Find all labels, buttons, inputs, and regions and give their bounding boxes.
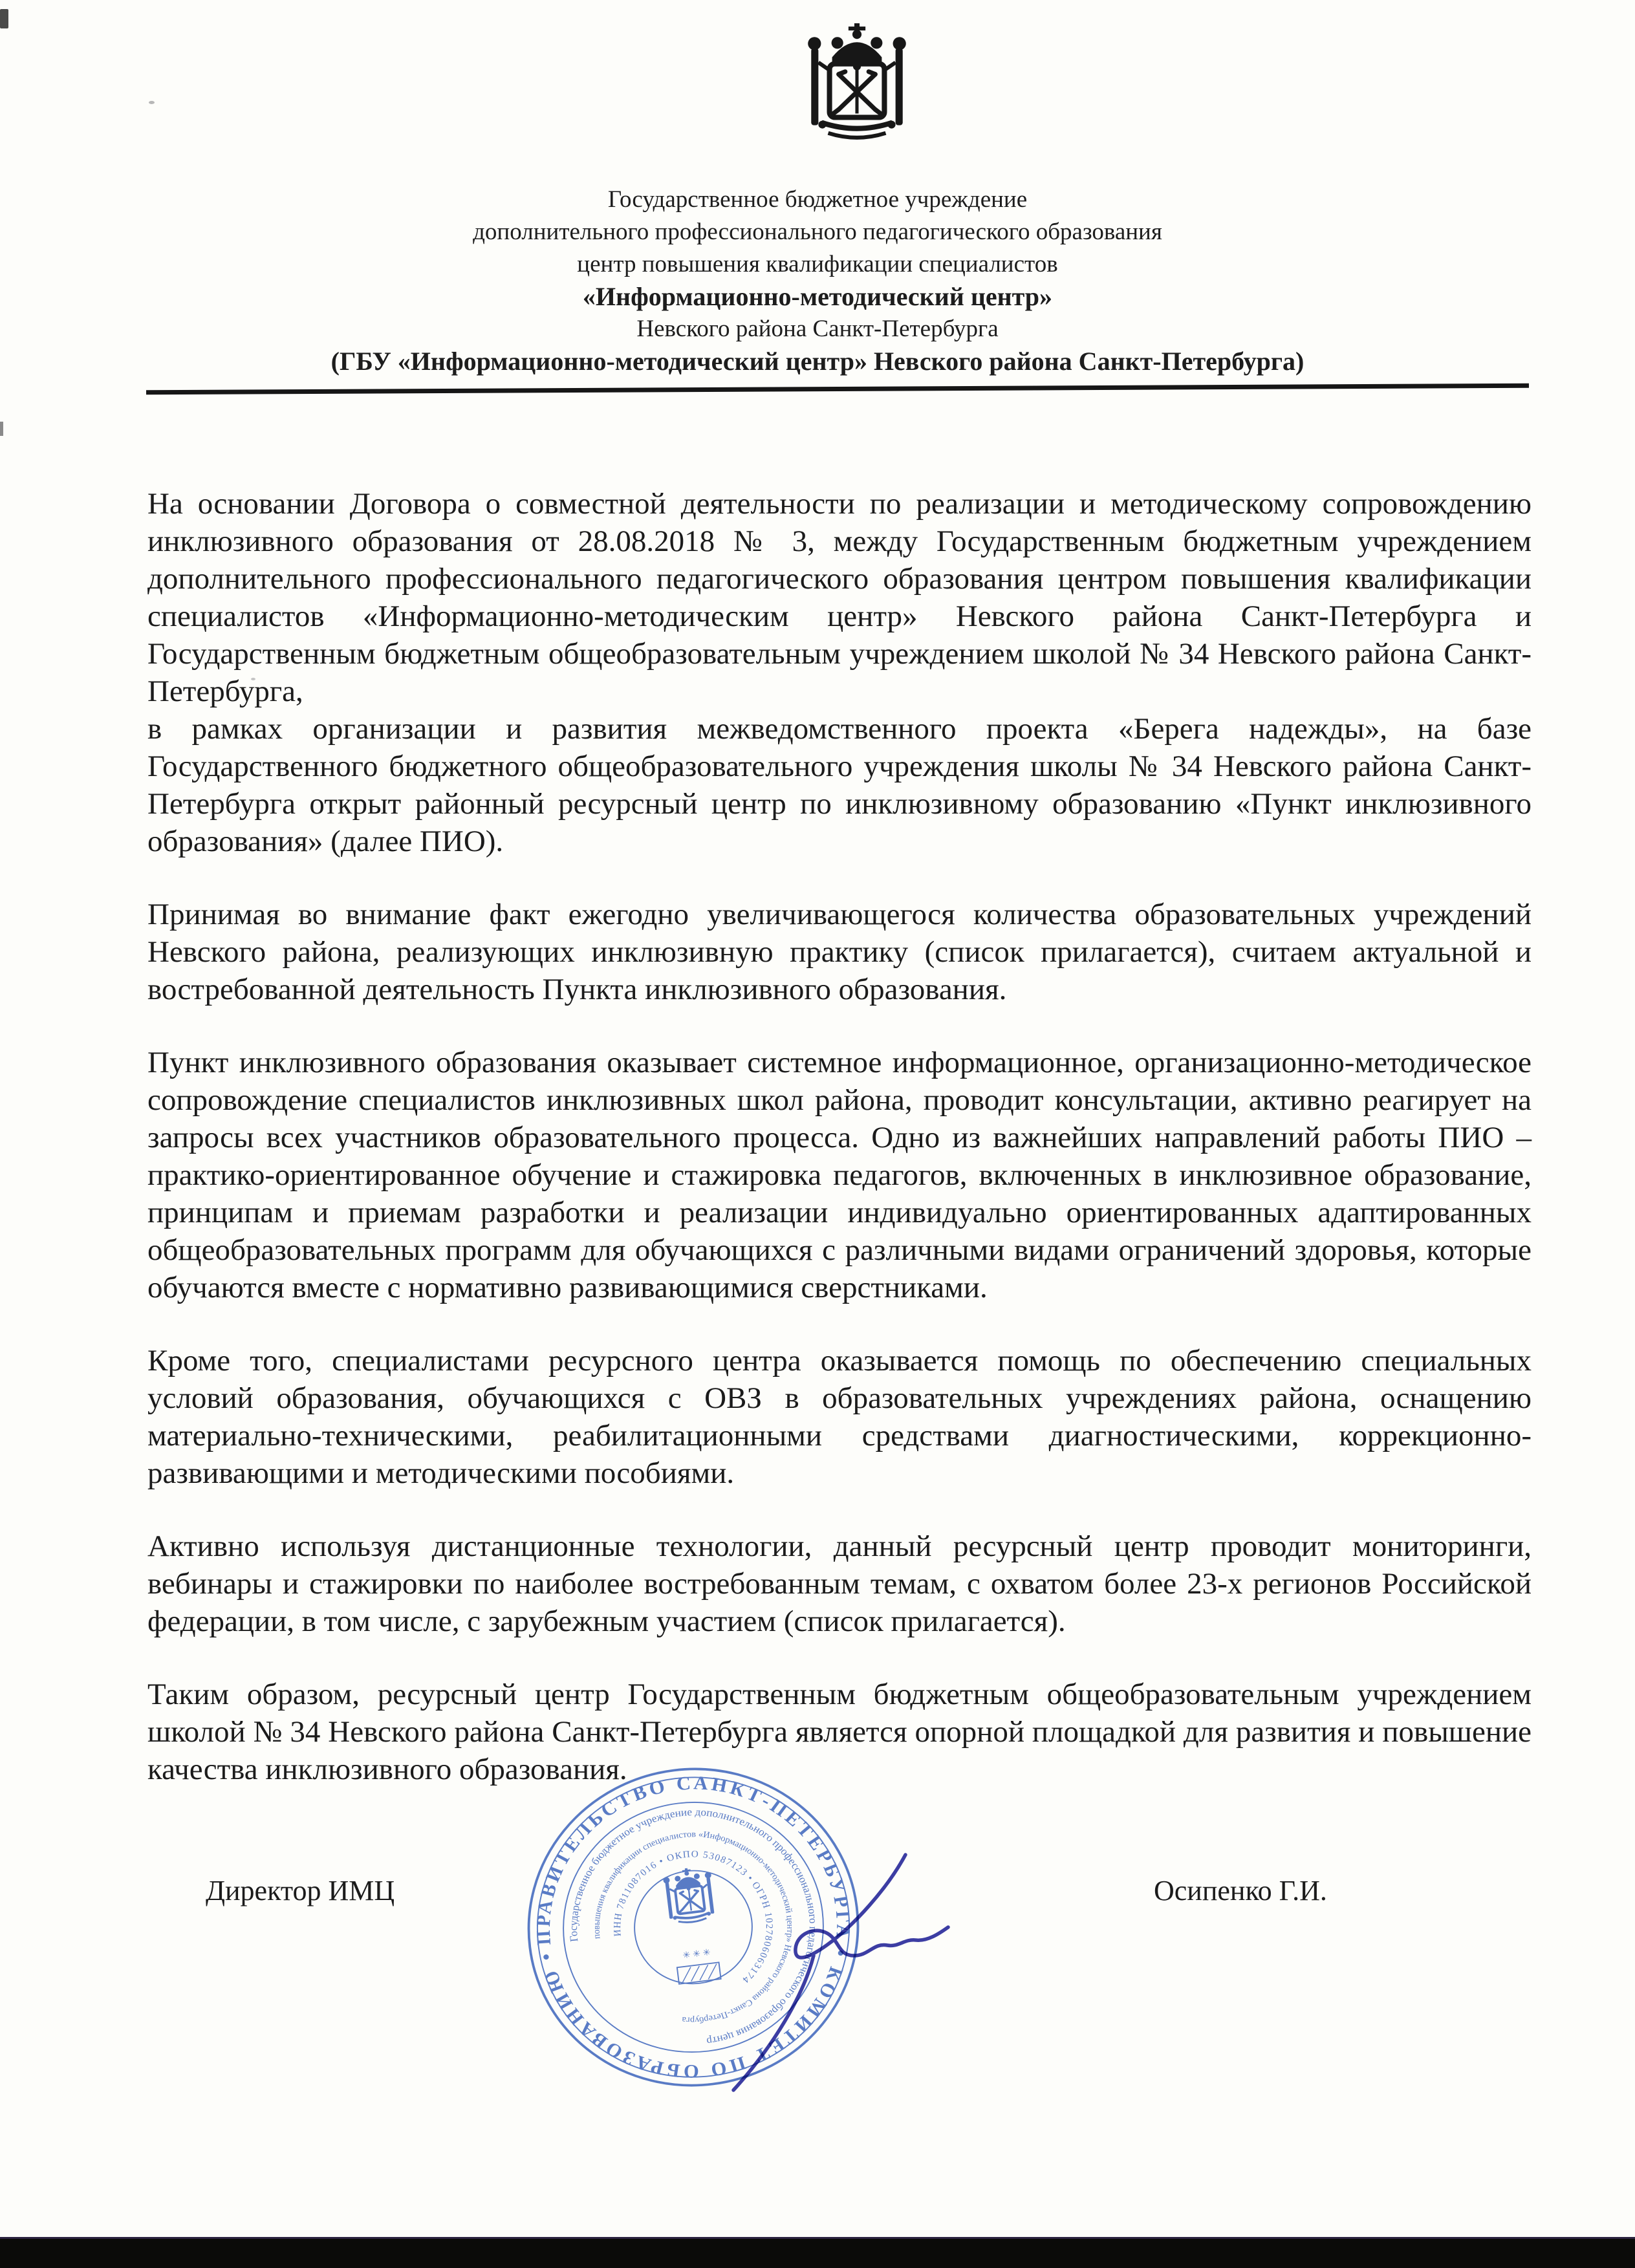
paragraph-5: Активно используя дистанционные технологии, данный ресурсный центр проводит мониторинги, вебинары и стажировки по наиболее востребованным темам, с охватом более 23-х регионов Российской федерации, в том числе, с зарубежным участием (список прилагается). (147, 1529, 1532, 1638)
scan-artifact (0, 9, 8, 28)
stamp-ring-outer-text: ПРАВИТЕЛЬСТВО САНКТ-ПЕТЕРБУРГА • КОМИТЕТ ПО ОБРАЗОВАНИЮ • (532, 1772, 854, 2082)
scan-artifact (149, 101, 155, 104)
letterhead (0, 184, 1635, 378)
scan-artifact (0, 422, 3, 436)
letterhead-line: Государственное бюджетное учреждение (607, 186, 1028, 213)
stamp-coat-of-arms-icon (662, 1865, 717, 1925)
handwritten-signature (711, 1829, 970, 2133)
signer-title: Директор ИМЦ (206, 1875, 395, 1906)
paragraph-4: Кроме того, специалистами ресурсного центра оказывается помощь по обеспечению специальных условий образования, обучающихся с ОВЗ в образовательных учреждениях района, оснащению материально-техническими, реабилитационными средствами диагностическими, коррекционно-развивающими и методическими пособиями. (147, 1344, 1532, 1490)
scan-edge-bar (0, 2237, 1635, 2268)
stamp-ring-numbers: ИНН 7811087016 • ОКПО 53087123 • ОГРН 1027806063174 (612, 1849, 775, 1985)
letter-body (147, 485, 1532, 1824)
signer-name: Осипенко Г.И. (1154, 1875, 1327, 1906)
stamp-ring-mid-text: Государственное бюджетное учреждение дополнительного профессионального педагогического образования центр (567, 1806, 820, 2048)
letterhead-line: центр повышения квалификации специалистов (577, 251, 1058, 277)
stamp-ring-inner-text: повышения квалификации специалистов «Информационно-методический центр» Невского района Санкт-Петербурга (591, 1829, 796, 2025)
letterhead-line: дополнительного профессионального педагогического образования (473, 219, 1162, 245)
paragraph-1a: На основании Договора о совместной деятельности по реализации и методическому сопровождению инклюзивного образования от 28.08.2018 № 3, между Государственным бюджетным учреждением дополнительного профессионального педагогического образования центром повышения квалификации специалистов «Информационно-методическим центр» Невского района Санкт-Петербурга и Государственным бюджетным общеобразовательным учреждением школой № 34 Невского района Санкт-Петербурга, (147, 487, 1532, 708)
stamp-ornament: ✳ ✳ ✳ (682, 1947, 711, 1961)
paragraph-2: Принимая во внимание факт ежегодно увеличивающегося количества образовательных учреждений Невского района, реализующих инклюзивную практику (список прилагается), считаем актуальной и востребованной деятельность Пункта инклюзивного образования. (147, 898, 1532, 1006)
paragraph-1b: в рамках организации и развития межведомственного проекта «Берега надежды», на базе Государственного бюджетного общеобразовательного учреждения школы № 34 Невского района Санкт-Петербурга открыт районный ресурсный центр по инклюзивному образованию «Пункт инклюзивного образования» (далее ПИО). (147, 712, 1532, 858)
org-short-name-bold: (ГБУ «Информационно-методический центр» Невского района Санкт-Петербурга) (330, 347, 1305, 376)
paragraph-6: Таким образом, ресурсный центр Государственным бюджетным общеобразовательным учреждением школой № 34 Невского района Санкт-Петербурга является опорной площадкой для развития и повышение качества инклюзивного образования. (147, 1678, 1532, 1786)
letterhead-line: Невского района Санкт-Петербурга (636, 316, 999, 342)
spb-coat-of-arms-icon (786, 23, 928, 147)
header-divider-rule (146, 383, 1529, 394)
org-name-bold: «Информационно-методический центр» (582, 282, 1053, 311)
paragraph-3: Пункт инклюзивного образования оказывает системное информационное, организационно-методическое сопровождение специалистов инклюзивных школ района, проводит консультации, активно реагирует на запросы всех участников образовательного процесса. Одно из важнейших направлений работы ПИО – практико-ориентированное обучение и стажировка педагогов, включенных в инклюзивное образование, принципам и приемам разработки и реализации индивидуально ориентированных адаптированных общеобразовательных программ для обучающихся с различными видами ограничений здоровья, которые обучаются вместе с нормативно развивающимися сверстниками. (147, 1046, 1532, 1304)
